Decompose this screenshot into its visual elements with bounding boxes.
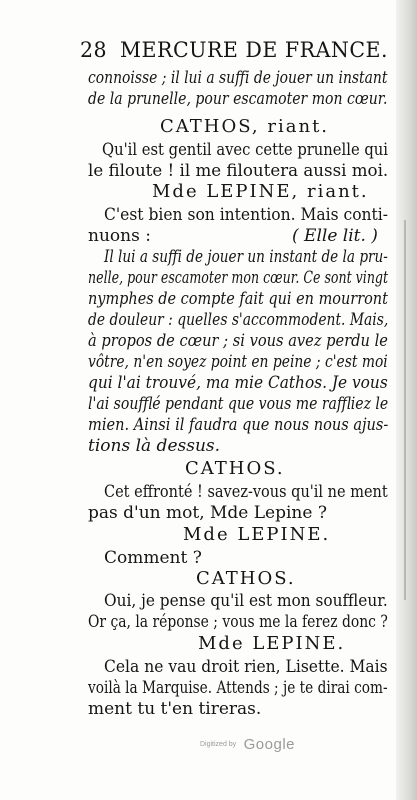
text-line: le filoute ! il me filoutera aussi moi.: [88, 161, 389, 181]
digitization-watermark: [200, 736, 295, 754]
text-line: connoisse ; il lui a suffi de jouer un instant: [88, 68, 388, 88]
speaker-cathos: CATHOS.: [196, 568, 296, 589]
text-line: Comment ?: [104, 548, 202, 568]
running-title: MERCURE DE FRANCE.: [120, 38, 389, 62]
text-line: ment tu t'en tireras.: [88, 699, 262, 719]
text-line: voilà la Marquise. Attends ; je te dirai com-: [88, 678, 388, 698]
letter-line: l'ai soufflé pendant que vous me raffliez le: [88, 394, 389, 414]
letter-line: Il lui a suffi de jouer un instant de la pru-: [104, 247, 388, 267]
page-number: 28: [80, 38, 108, 62]
google-logo: Google: [243, 736, 296, 753]
letter-line: qui l'ai trouvé, ma mie Cathos. Je vous: [88, 373, 388, 393]
speaker-mde-lepine: Mde LEPINE.: [198, 633, 346, 654]
letter-line: à propos de cœur ; si vous avez perdu le: [88, 331, 388, 351]
speaker-cathos: CATHOS, riant.: [160, 116, 330, 137]
running-header: [80, 38, 389, 62]
stage-direction: ( Elle lit. ): [292, 226, 378, 246]
letter-line: de douleur : quelles s'accommodent. Mais,: [88, 310, 389, 330]
text-line: Or ça, la réponse ; vous me la ferez donc ?: [88, 612, 388, 632]
text-line: Cela ne vau droit rien, Lisette. Mais: [104, 657, 388, 677]
letter-line: nelle, pour escamoter mon cœur. Ce sont vingt: [88, 268, 389, 288]
text-line: Oui, je pense qu'il est mon souffleur.: [104, 591, 388, 611]
letter-line: tions là dessus.: [88, 436, 221, 456]
text-line: Cet effronté ! savez-vous qu'il ne ment: [104, 482, 388, 502]
letter-line: mien. Ainsi il faudra que nous nous ajus-: [88, 415, 389, 435]
watermark-caption: Digitized by: [200, 741, 237, 749]
text-line: C'est bien son intention. Mais conti-: [104, 205, 389, 225]
letter-line: nymphes de compte fait qui en mourront: [88, 289, 388, 309]
text-line: nuons :: [88, 226, 151, 246]
speaker-cathos: CATHOS.: [185, 458, 285, 479]
speaker-mde-lepine: Mde LEPINE, riant.: [152, 181, 369, 202]
text-line: pas d'un mot, Mde Lepine ?: [88, 503, 327, 523]
text-line: de la prunelle, pour escamoter mon cœur.: [88, 89, 388, 109]
text-line: Qu'il est gentil avec cette prunelle qui: [102, 140, 389, 160]
page-gutter: [396, 0, 417, 800]
speaker-mde-lepine: Mde LEPINE.: [183, 524, 331, 545]
letter-line: vôtre, n'en soyez point en peine ; c'est moi: [88, 352, 388, 372]
